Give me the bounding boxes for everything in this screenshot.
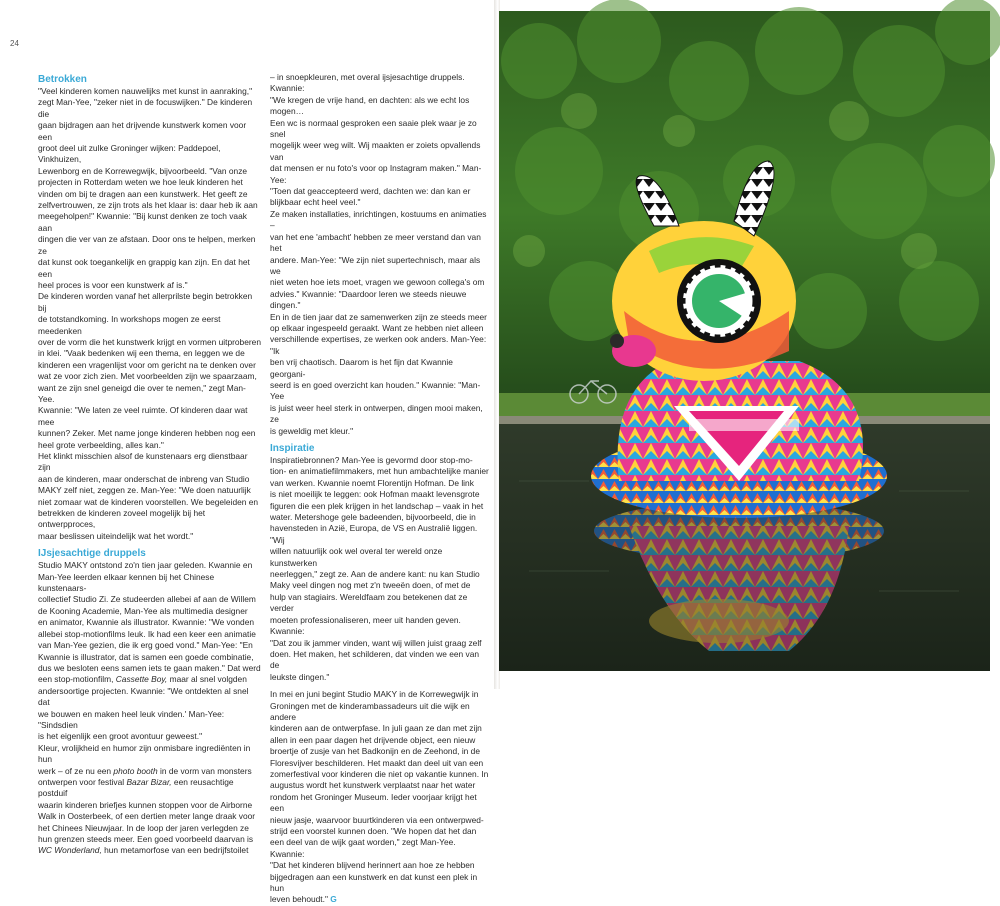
left-page — [0, 0, 496, 905]
text-column-1 — [38, 72, 262, 857]
end-mark-icon: G — [330, 894, 337, 905]
section-heading-ijsjesachtige-druppels: IJsjesachtige druppels — [38, 548, 146, 560]
section-heading-betrokken: Betrokken — [38, 74, 87, 85]
text-column-2 — [270, 72, 490, 906]
paragraph-inspiratie: Inspiratiebronnen? Man-Yee is gevormd door stop-mo- tion- en animatiefilmmakers, met hun ambachtelijke manier van werken. Kwannie noemt Florentijn Hofman. De link is niet moeilijk te leggen: ook Hofman maakt levensgrote figuren die een plek krijgen in het landschap – vaak in het water. Metershoge gele badeenden, bijvoorbeeld, die in havensteden in Azië, Europa, de VS en Australië liggen. "Wij willen natuurlijk ook wel overal ter wereld onze kunstwerken neerleggen," zegt ze. Aan de andere kant: nu kan Studio Maky veel dingen nog met z'n tweeën doen, of met de hulp van stagiairs. Wereldfaam zou betekenen dat ze verder moeten professionaliseren, meer uit handen geven. Kwannie: "Dat zou ik jammer vinden, want wij willen juist graag zelf doen. Het maken, het schilderen, dat vinden we een van de leukste dingen." — [270, 455, 489, 682]
italic-photo-booth: photo booth — [113, 765, 158, 776]
paragraph-betrokken: "Veel kinderen komen nauwelijks met kunst in aanraking," zegt Man-Yee, "zeker niet in de focuswijken." De kinderen die gaan bijdragen aan het drijvende kunstwerk komen voor een groot deel uit zulke Groninger wijken: Paddepoel, Vinkhuizen, Lewenborg en de Korrewegwijk, bijvoorbeeld. "Van onze projecten in Rotterdam weten we hoe leuk kinderen het vinden om bij te dragen aan een kunstwerk. Het geeft ze zelfvertrouwen, ze zijn trots als het klaar is: daar heb ik aan meegeholpen!" Kwannie: "Bij kunst denken ze toch vaak aan dingen die ver van ze afstaan. Door ons te helpen, merken ze dat kunst ook toegankelijk en grappig kan zijn. En dat het een heel proces is voor een kunstwerk af is." De kinderen worden vanaf het allerprilste begin betrokken bij de totstandkoming. In workshops mogen ze eerst meedenken over de vorm die het kunstwerk krijgt en vormen uitproberen in klei. "Vaak bedenken wij een thema, en leggen we de kinderen een vragenlijst voor om gericht na te denken over wat ze voor zich zien. Met voorbeelden zijn we spaarzaam, want ze zijn snel geneigd die over te nemen," zegt Man-Yee. Kwannie: "We laten ze veel ruimte. Of kinderen daar wat mee kunnen? Zeker. Met name jonge kinderen hebben nog een heel grote verbeelding, alles kan." Het klinkt misschien alsof de kunstenaars erg dienstbaar zijn aan de kinderen, maar onderschat de inbreng van Studio MAKY zelf niet, zeggen ze. Man-Yee: "We doen natuurlijk niet zomaar wat de kinderen voorstellen. We begeleiden en betrekken de kinderen zoveel mogelijk bij het ontwerpproces, maar beslissen uiteindelijk wat het wordt." — [38, 86, 261, 541]
italic-title-bazar-bizar: Bazar Bizar, — [126, 776, 172, 787]
italic-title-wc-wonderland: WC Wonderland, — [38, 845, 102, 856]
section-heading-inspiratie: Inspiratie — [270, 443, 315, 454]
paragraph-ijsjesachtige-druppels — [38, 560, 262, 857]
text-run: In mei en juni begint Studio MAKY in de Korrewegwijk in Groningen met de kinderambassadeurs uit die wijk en andere kinderen aan de ontwerpfase. In juli gaan ze dan met zijn allen in een paar dagen het drijvende object, een nieuw broertje of zusje van het Badkonijn en de Zeehond, in de Floresvijver beschilderen. Het maakt dan deel uit van een zomerfestival voor kinderen die niet op vakantie kunnen. In augustus wordt het kunstwerk verplaatst naar het water rondom het Groninger Museum. Ieder voorjaar krijgt het een nieuw jasje, waarvoor buurtkinderen via een ontwerpwed- strijd een voorstel kunnen doen. "We hopen dat het dan een deel van de wijk gaat worden," zegt Man-Yee. Kwannie: "Dat het kinderen blijvend herinnert aan hoe ze hebben bijgedragen aan een kunstwerk en dat kunst een plek in hun leven behoudt." — [270, 689, 489, 905]
text-run: hun metamorfose van een bedrijfstoilet — [101, 845, 249, 856]
text-run: in de vorm van monsters ontwerpen voor festival — [38, 765, 252, 787]
paragraph-closing — [270, 689, 490, 906]
italic-title-cassette-boy: Cassette Boy, — [115, 674, 168, 685]
text-run: een reusachtige postduif waarin kinderen briefjes kunnen stoppen voor de Airborne Walk in Oosterbeek, of een dertien meter lange draak voor het Chinees Nieuwjaar. In de loop der jaren verlegden ze hun grenzen steeds meer. Een goed voorbeeld daarvan is — [38, 776, 256, 844]
page-number: 24 — [10, 39, 19, 48]
rabbit-sculpture-photo — [499, 11, 990, 671]
text-run: Studio MAKY ontstond zo'n tien jaar geleden. Kwannie en Man-Yee leerden elkaar kennen bij het Chinese kunstenaars- collectief Studio Zi. Ze studeerden allebei af aan de Willem de Kooning Academie, Man-Yee als multimedia designer en animator, Kwannie als illustrator. Kwannie: "We vonden allebei stop-motionfilms leuk. Ik had een keer een animatie van Man-Yee gezien, die ik erg goed vond." Man-Yee: "En Kwannie is illustrator, dat is samen een goede combinatie, dus we besloten eens samen iets te gaan maken." Dat werd een stop-motionfilm, — [38, 560, 261, 685]
paragraph-continued: – in snoepkleuren, met overal ijsjesachtige druppels. Kwannie: "We kregen de vrije hand, en dachten: als we echt los mogen… Een wc is normaal gesproken een saaie plek waar je zo snel mogelijk weer weg wilt. Wij maakten er zoiets opvallends van dat mensen er nu foto's voor op Instagram maken." Man-Yee: "Toen dat geaccepteerd werd, dachten we: dan kan er blijkbaar echt heel veel." Ze maken installaties, inrichtingen, kostuums en animaties – van het ene 'ambacht' hebben ze meer verstand dan van het andere. Man-Yee: "We zijn niet supertechnisch, maar als we niet weten hoe iets moet, vragen we gewoon collega's om advies." Kwannie: "Daardoor leren we steeds nieuwe dingen." En in de tien jaar dat ze samenwerken zijn ze steeds meer op elkaar ingespeeld geraakt. Want ze hebben niet alleen verschillende expertises, ze werken ook anders. Man-Yee: "Ik ben vrij chaotisch. Daarom is het fijn dat Kwannie georgani- seerd is en goed overzicht kan houden." Kwannie: "Man-Yee is juist weer heel sterk in ontwerpen, dingen mooi maken, ze is geweldig met kleur." — [270, 72, 487, 436]
photo-illustration — [499, 11, 990, 671]
text-run: maar al snel volgden andersoortige projecten. Kwannie: "We ontdekten al snel dat we bouwen en maken heel leuk vinden.' Man-Yee: "Sindsdien is het eigenlijk een groot avontuur geweest." Kleur, vrolijkheid en humor zijn onmisbare ingrediënten in hun werk – of ze nu een — [38, 674, 251, 776]
